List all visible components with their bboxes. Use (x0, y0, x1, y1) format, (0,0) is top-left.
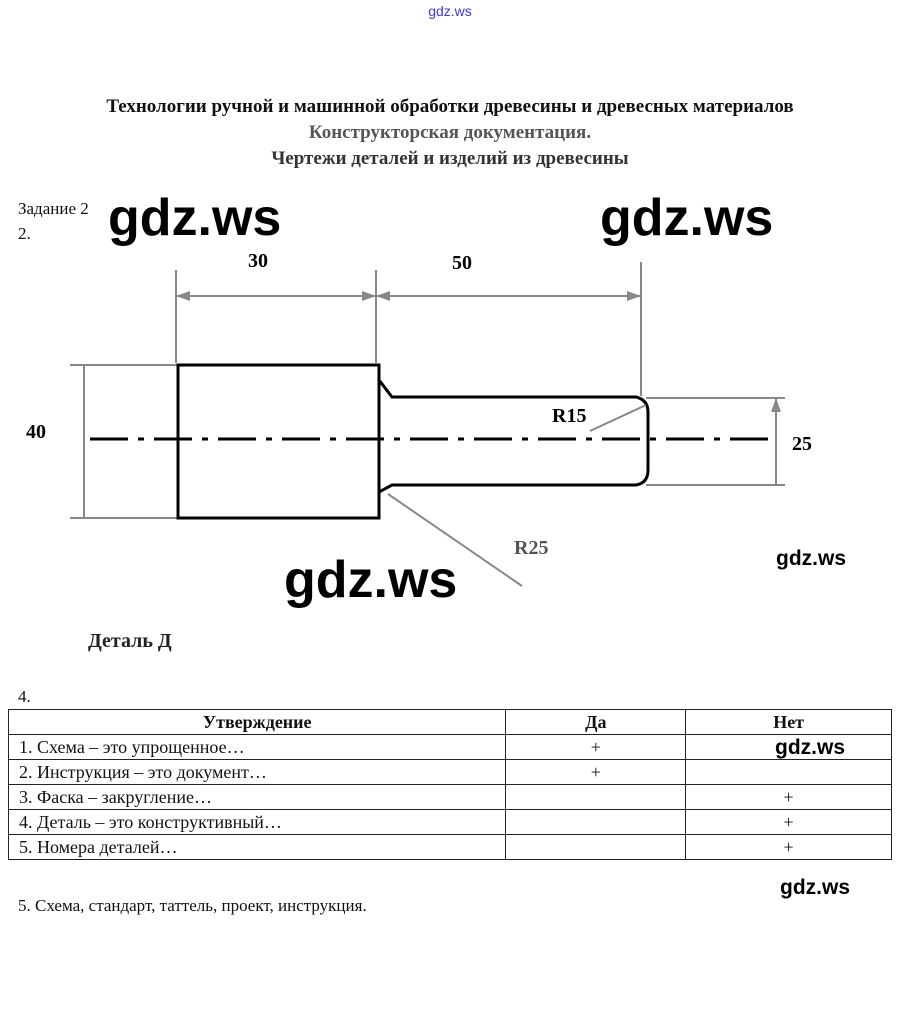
dim-40-label: 40 (26, 421, 46, 443)
table-row (9, 760, 892, 785)
r15-label: R15 (552, 405, 587, 427)
watermark: gdz.ws (600, 189, 774, 247)
statement-cell: 4. Деталь – это конструктивный… (9, 810, 506, 835)
no-cell: + (686, 810, 892, 835)
r25-label: R25 (514, 537, 549, 559)
page-subtitle: Конструкторская документация. (308, 122, 592, 143)
dim-50-label: 50 (452, 252, 472, 274)
header-no: Нет (686, 710, 892, 735)
no-cell: + (686, 835, 892, 860)
watermark: gdz.ws (108, 189, 282, 247)
section4-number: 4. (18, 687, 31, 706)
arrow-icon (176, 291, 190, 301)
watermark: gdz.ws (776, 547, 847, 570)
part-small-section (379, 380, 648, 492)
yes-cell: + (506, 760, 686, 785)
arrow-icon (771, 398, 781, 412)
r15-leader (590, 405, 646, 431)
statement-cell: 3. Фаска – закругление… (9, 785, 506, 810)
watermark: gdz.ws (284, 551, 458, 609)
yes-cell: + (506, 735, 686, 760)
table-row (9, 735, 892, 760)
no-cell (686, 760, 892, 785)
table-header-row (9, 710, 892, 735)
no-cell: + (686, 785, 892, 810)
arrow-icon (362, 291, 376, 301)
table-row (9, 810, 892, 835)
dim-25-label: 25 (792, 433, 812, 455)
watermark: gdz.ws (775, 736, 846, 759)
yes-cell (506, 810, 686, 835)
yes-cell (506, 835, 686, 860)
table-row (9, 835, 892, 860)
header-statement: Утверждение (9, 710, 506, 735)
page-subtitle-2: Чертежи деталей и изделий из древесины (271, 148, 629, 169)
header-yes: Да (506, 710, 686, 735)
arrow-icon (376, 291, 390, 301)
site-header-link[interactable]: gdz.ws (428, 3, 472, 19)
page-title: Технологии ручной и машинной обработки древесины и древесных материалов (106, 96, 794, 117)
section5-text: 5. Схема, стандарт, таттель, проект, инструкция. (18, 896, 367, 915)
statement-cell: 5. Номера деталей… (9, 835, 506, 860)
statement-cell: 1. Схема – это упрощенное… (9, 735, 506, 760)
task-label: Задание 2 (18, 199, 89, 218)
watermark: gdz.ws (780, 876, 851, 899)
statement-cell: 2. Инструкция – это документ… (9, 760, 506, 785)
part-large-section (178, 365, 379, 518)
statements-table (8, 709, 892, 860)
dim-30-label: 30 (248, 250, 268, 272)
table-row (9, 785, 892, 810)
yes-cell (506, 785, 686, 810)
task-number: 2. (18, 224, 31, 243)
arrow-icon (627, 291, 641, 301)
part-label: Деталь Д (88, 630, 172, 652)
